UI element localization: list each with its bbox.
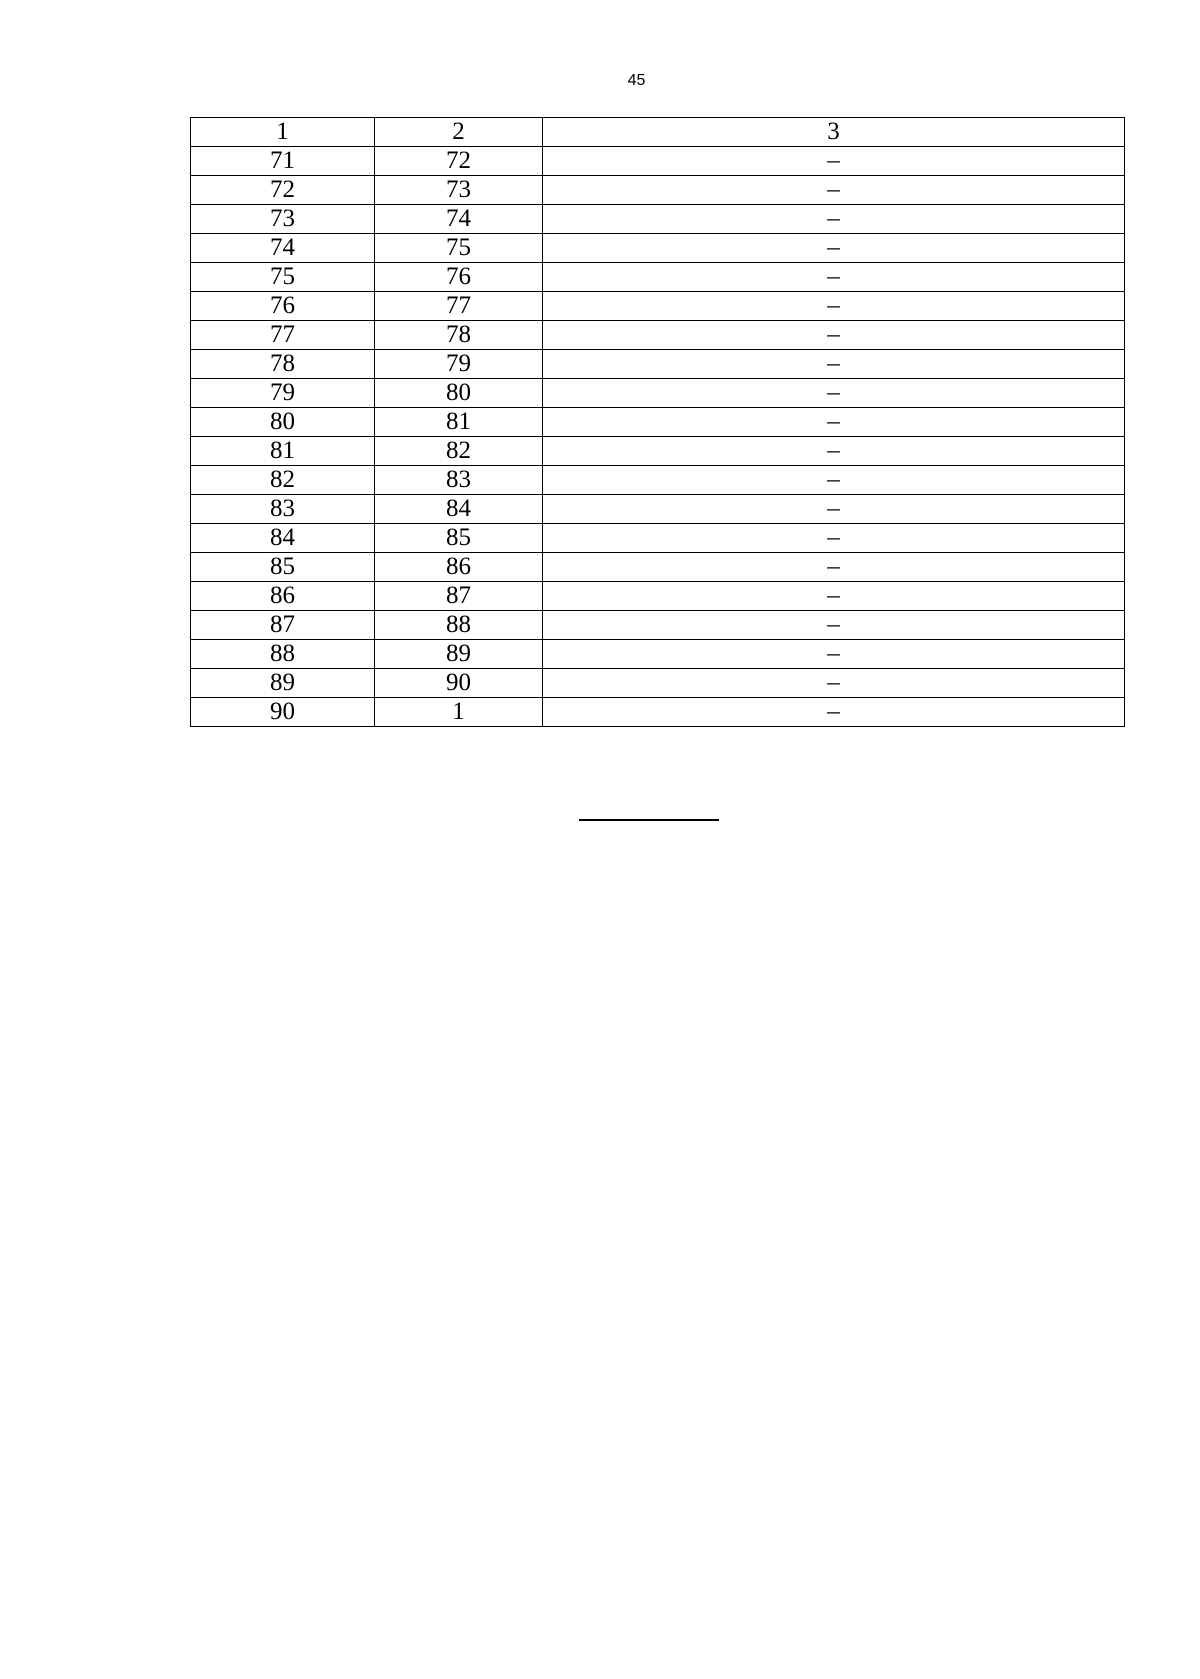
table-cell: 90 (191, 698, 375, 727)
page-number: 45 (627, 72, 646, 89)
table-cell: 83 (191, 495, 375, 524)
table-cell: 84 (191, 524, 375, 553)
table-cell: 86 (191, 582, 375, 611)
table-cell: 83 (375, 466, 543, 495)
table-cell: – (543, 466, 1125, 495)
table-cell: 87 (191, 611, 375, 640)
table-row (191, 176, 1125, 205)
table-row (191, 553, 1125, 582)
table-row (191, 350, 1125, 379)
table-row (191, 234, 1125, 263)
end-rule (579, 819, 719, 821)
table-cell: – (543, 553, 1125, 582)
table-cell: – (543, 292, 1125, 321)
table-row (191, 263, 1125, 292)
table-cell: 72 (375, 147, 543, 176)
column-header: 3 (543, 118, 1125, 147)
table-cell: – (543, 176, 1125, 205)
table-cell: 86 (375, 553, 543, 582)
table-row (191, 466, 1125, 495)
table-cell: – (543, 437, 1125, 466)
table-row (191, 611, 1125, 640)
table-cell: – (543, 698, 1125, 727)
table-cell: – (543, 611, 1125, 640)
table-cell: 88 (191, 640, 375, 669)
table-row (191, 147, 1125, 176)
table-cell: 90 (375, 669, 543, 698)
table-cell: 74 (375, 205, 543, 234)
table-cell: – (543, 263, 1125, 292)
table-row (191, 379, 1125, 408)
table-cell: 81 (191, 437, 375, 466)
table-row (191, 321, 1125, 350)
table-cell: – (543, 321, 1125, 350)
table-cell: 88 (375, 611, 543, 640)
table-cell: 77 (375, 292, 543, 321)
table-cell: 80 (375, 379, 543, 408)
table-cell: 80 (191, 408, 375, 437)
table-cell: 1 (375, 698, 543, 727)
table-cell: 73 (375, 176, 543, 205)
table-cell: 79 (191, 379, 375, 408)
table-cell: – (543, 582, 1125, 611)
table-cell: – (543, 350, 1125, 379)
table-cell: 82 (375, 437, 543, 466)
table-cell: 84 (375, 495, 543, 524)
table-cell: 71 (191, 147, 375, 176)
table-cell: – (543, 524, 1125, 553)
table-cell: – (543, 408, 1125, 437)
table-cell: 78 (191, 350, 375, 379)
table-cell: – (543, 147, 1125, 176)
table-row (191, 640, 1125, 669)
table-cell: 78 (375, 321, 543, 350)
table-row (191, 292, 1125, 321)
table-cell: 77 (191, 321, 375, 350)
data-table (190, 117, 1125, 727)
table-row (191, 524, 1125, 553)
table-cell: – (543, 205, 1125, 234)
table-body (191, 147, 1125, 727)
table-cell: 85 (191, 553, 375, 582)
table-cell: 89 (375, 640, 543, 669)
table-row (191, 669, 1125, 698)
table-row (191, 408, 1125, 437)
table-cell: – (543, 495, 1125, 524)
table-cell: – (543, 379, 1125, 408)
table-row (191, 205, 1125, 234)
table-row (191, 582, 1125, 611)
table-cell: 72 (191, 176, 375, 205)
table-cell: 87 (375, 582, 543, 611)
table-cell: 85 (375, 524, 543, 553)
table-cell: 82 (191, 466, 375, 495)
table-header-row (191, 118, 1125, 147)
table-cell: – (543, 640, 1125, 669)
column-header: 2 (375, 118, 543, 147)
table-row (191, 698, 1125, 727)
table-cell: 75 (375, 234, 543, 263)
table-row (191, 437, 1125, 466)
table-cell: 79 (375, 350, 543, 379)
table-cell: 74 (191, 234, 375, 263)
table-row (191, 495, 1125, 524)
table-cell: – (543, 234, 1125, 263)
table-cell: 81 (375, 408, 543, 437)
table-cell: 75 (191, 263, 375, 292)
table-cell: 76 (191, 292, 375, 321)
table-cell: 76 (375, 263, 543, 292)
table-cell: 89 (191, 669, 375, 698)
table-cell: 73 (191, 205, 375, 234)
table-cell: – (543, 669, 1125, 698)
column-header: 1 (191, 118, 375, 147)
